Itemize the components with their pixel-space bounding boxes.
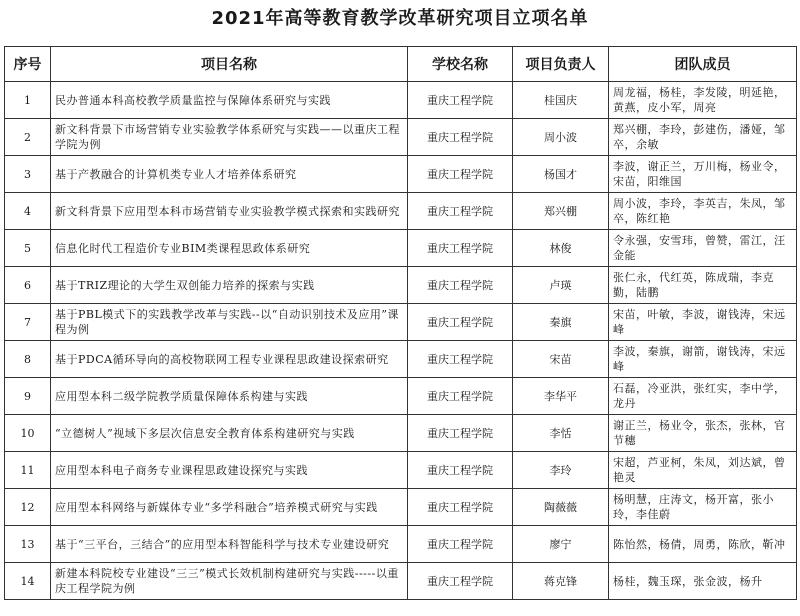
cell-school: 重庆工程学院 [408,193,513,230]
cell-team: 郑兴棚，李玲，彭建伤，潘娅，邹卒，余敏 [609,119,797,156]
header-team: 团队成员 [609,47,797,82]
cell-school: 重庆工程学院 [408,341,513,378]
cell-project-name: 基于“三平台，三结合”的应用型本科智能科学与技术专业建设研究 [51,526,408,563]
cell-team: 杨桂，魏玉琛，张金波，杨升 [609,563,797,600]
cell-school: 重庆工程学院 [408,230,513,267]
cell-no: 10 [5,415,51,452]
cell-project-name: 基于产教融合的计算机类专业人才培养体系研究 [51,156,408,193]
table-row [5,304,797,341]
cell-project-name: 基于PDCA循环导向的高校物联网工程专业课程思政建设探索研究 [51,341,408,378]
table-row [5,193,797,230]
table-row [5,156,797,193]
cell-team: 杨明慧，庄涛文，杨开富，张小玲，李佳蔚 [609,489,797,526]
cell-project-name: 应用型本科二级学院教学质量保障体系构建与实践 [51,378,408,415]
table-row [5,489,797,526]
cell-lead: 郑兴棚 [513,193,609,230]
cell-school: 重庆工程学院 [408,526,513,563]
table-row [5,452,797,489]
cell-no: 11 [5,452,51,489]
cell-lead: 卢瑛 [513,267,609,304]
cell-lead: 桂国庆 [513,82,609,119]
table-header-row [5,47,797,82]
table-body [5,82,797,600]
table-row [5,415,797,452]
cell-team: 李波，秦旗，谢箭，谢钱涛，宋远峰 [609,341,797,378]
cell-lead: 杨国才 [513,156,609,193]
cell-lead: 李玲 [513,452,609,489]
cell-lead: 秦旗 [513,304,609,341]
cell-project-name: 民办普通本科高校教学质量监控与保障体系研究与实践 [51,82,408,119]
header-school: 学校名称 [408,47,513,82]
header-project-name: 项目名称 [51,47,408,82]
cell-school: 重庆工程学院 [408,267,513,304]
cell-team: 李波，谢正兰，万川梅，杨业令，宋苗，阳维国 [609,156,797,193]
cell-lead: 周小波 [513,119,609,156]
cell-lead: 宋苗 [513,341,609,378]
cell-team: 周龙福，杨桂，李发陵，明延艳，黄燕，皮小军，周亮 [609,82,797,119]
cell-no: 12 [5,489,51,526]
cell-no: 6 [5,267,51,304]
cell-team: 周小波，李玲，李英吉，朱凤，邹卒，陈红艳 [609,193,797,230]
table-row [5,563,797,600]
cell-lead: 陶薇薇 [513,489,609,526]
cell-team: 石磊，冷亚洪，张红实，李中学，龙丹 [609,378,797,415]
cell-no: 1 [5,82,51,119]
table-row [5,341,797,378]
cell-school: 重庆工程学院 [408,415,513,452]
table-row [5,378,797,415]
cell-project-name: 信息化时代工程造价专业BIM类课程思政体系研究 [51,230,408,267]
cell-no: 5 [5,230,51,267]
cell-project-name: 应用型本科电子商务专业课程思政建设探究与实践 [51,452,408,489]
cell-no: 9 [5,378,51,415]
cell-no: 4 [5,193,51,230]
table-row [5,230,797,267]
cell-project-name: 新文科背景下应用型本科市场营销专业实验教学模式探索和实践研究 [51,193,408,230]
table-row [5,119,797,156]
cell-school: 重庆工程学院 [408,489,513,526]
cell-school: 重庆工程学院 [408,378,513,415]
cell-project-name: 应用型本科网络与新媒体专业“多学科融合”培养模式研究与实践 [51,489,408,526]
cell-team: 宋苗，叶敏，李波，谢钱涛，宋远峰 [609,304,797,341]
cell-lead: 林俊 [513,230,609,267]
cell-project-name: 新文科背景下市场营销专业实验教学体系研究与实践——以重庆工程学院为例 [51,119,408,156]
project-table [4,46,797,600]
table-row [5,82,797,119]
cell-lead: 李恬 [513,415,609,452]
header-lead: 项目负责人 [513,47,609,82]
header-no: 序号 [5,47,51,82]
cell-school: 重庆工程学院 [408,82,513,119]
cell-school: 重庆工程学院 [408,304,513,341]
cell-school: 重庆工程学院 [408,119,513,156]
cell-team: 张仁永，代红英，陈成瑞，李克勤，陆鹏 [609,267,797,304]
cell-no: 14 [5,563,51,600]
cell-lead: 廖宁 [513,526,609,563]
cell-project-name: “立德树人”视域下多层次信息安全教育体系构建研究与实践 [51,415,408,452]
cell-no: 3 [5,156,51,193]
cell-school: 重庆工程学院 [408,563,513,600]
table-row [5,526,797,563]
cell-lead: 李华平 [513,378,609,415]
cell-school: 重庆工程学院 [408,452,513,489]
cell-team: 陈怡然，杨倩，周勇，陈欣，靳冲 [609,526,797,563]
cell-no: 2 [5,119,51,156]
cell-no: 8 [5,341,51,378]
cell-team: 宋超，芦亚柯，朱凤，刘达斌，曾艳灵 [609,452,797,489]
table-row [5,267,797,304]
cell-team: 谢正兰，杨业令，张杰，张林，官节穗 [609,415,797,452]
cell-project-name: 新建本科院校专业建设“三三”模式长效机制构建研究与实践-----以重庆工程学院为例 [51,563,408,600]
cell-lead: 蒋克锋 [513,563,609,600]
cell-project-name: 基于TRIZ理论的大学生双创能力培养的探索与实践 [51,267,408,304]
cell-no: 7 [5,304,51,341]
cell-school: 重庆工程学院 [408,156,513,193]
cell-team: 令永强，安雪玮，曾赞，雷江，汪金能 [609,230,797,267]
page-title: 2021年高等教育教学改革研究项目立项名单 [211,8,589,29]
cell-no: 13 [5,526,51,563]
cell-project-name: 基于PBL模式下的实践教学改革与实践--以“自动识别技术及应用”课程为例 [51,304,408,341]
